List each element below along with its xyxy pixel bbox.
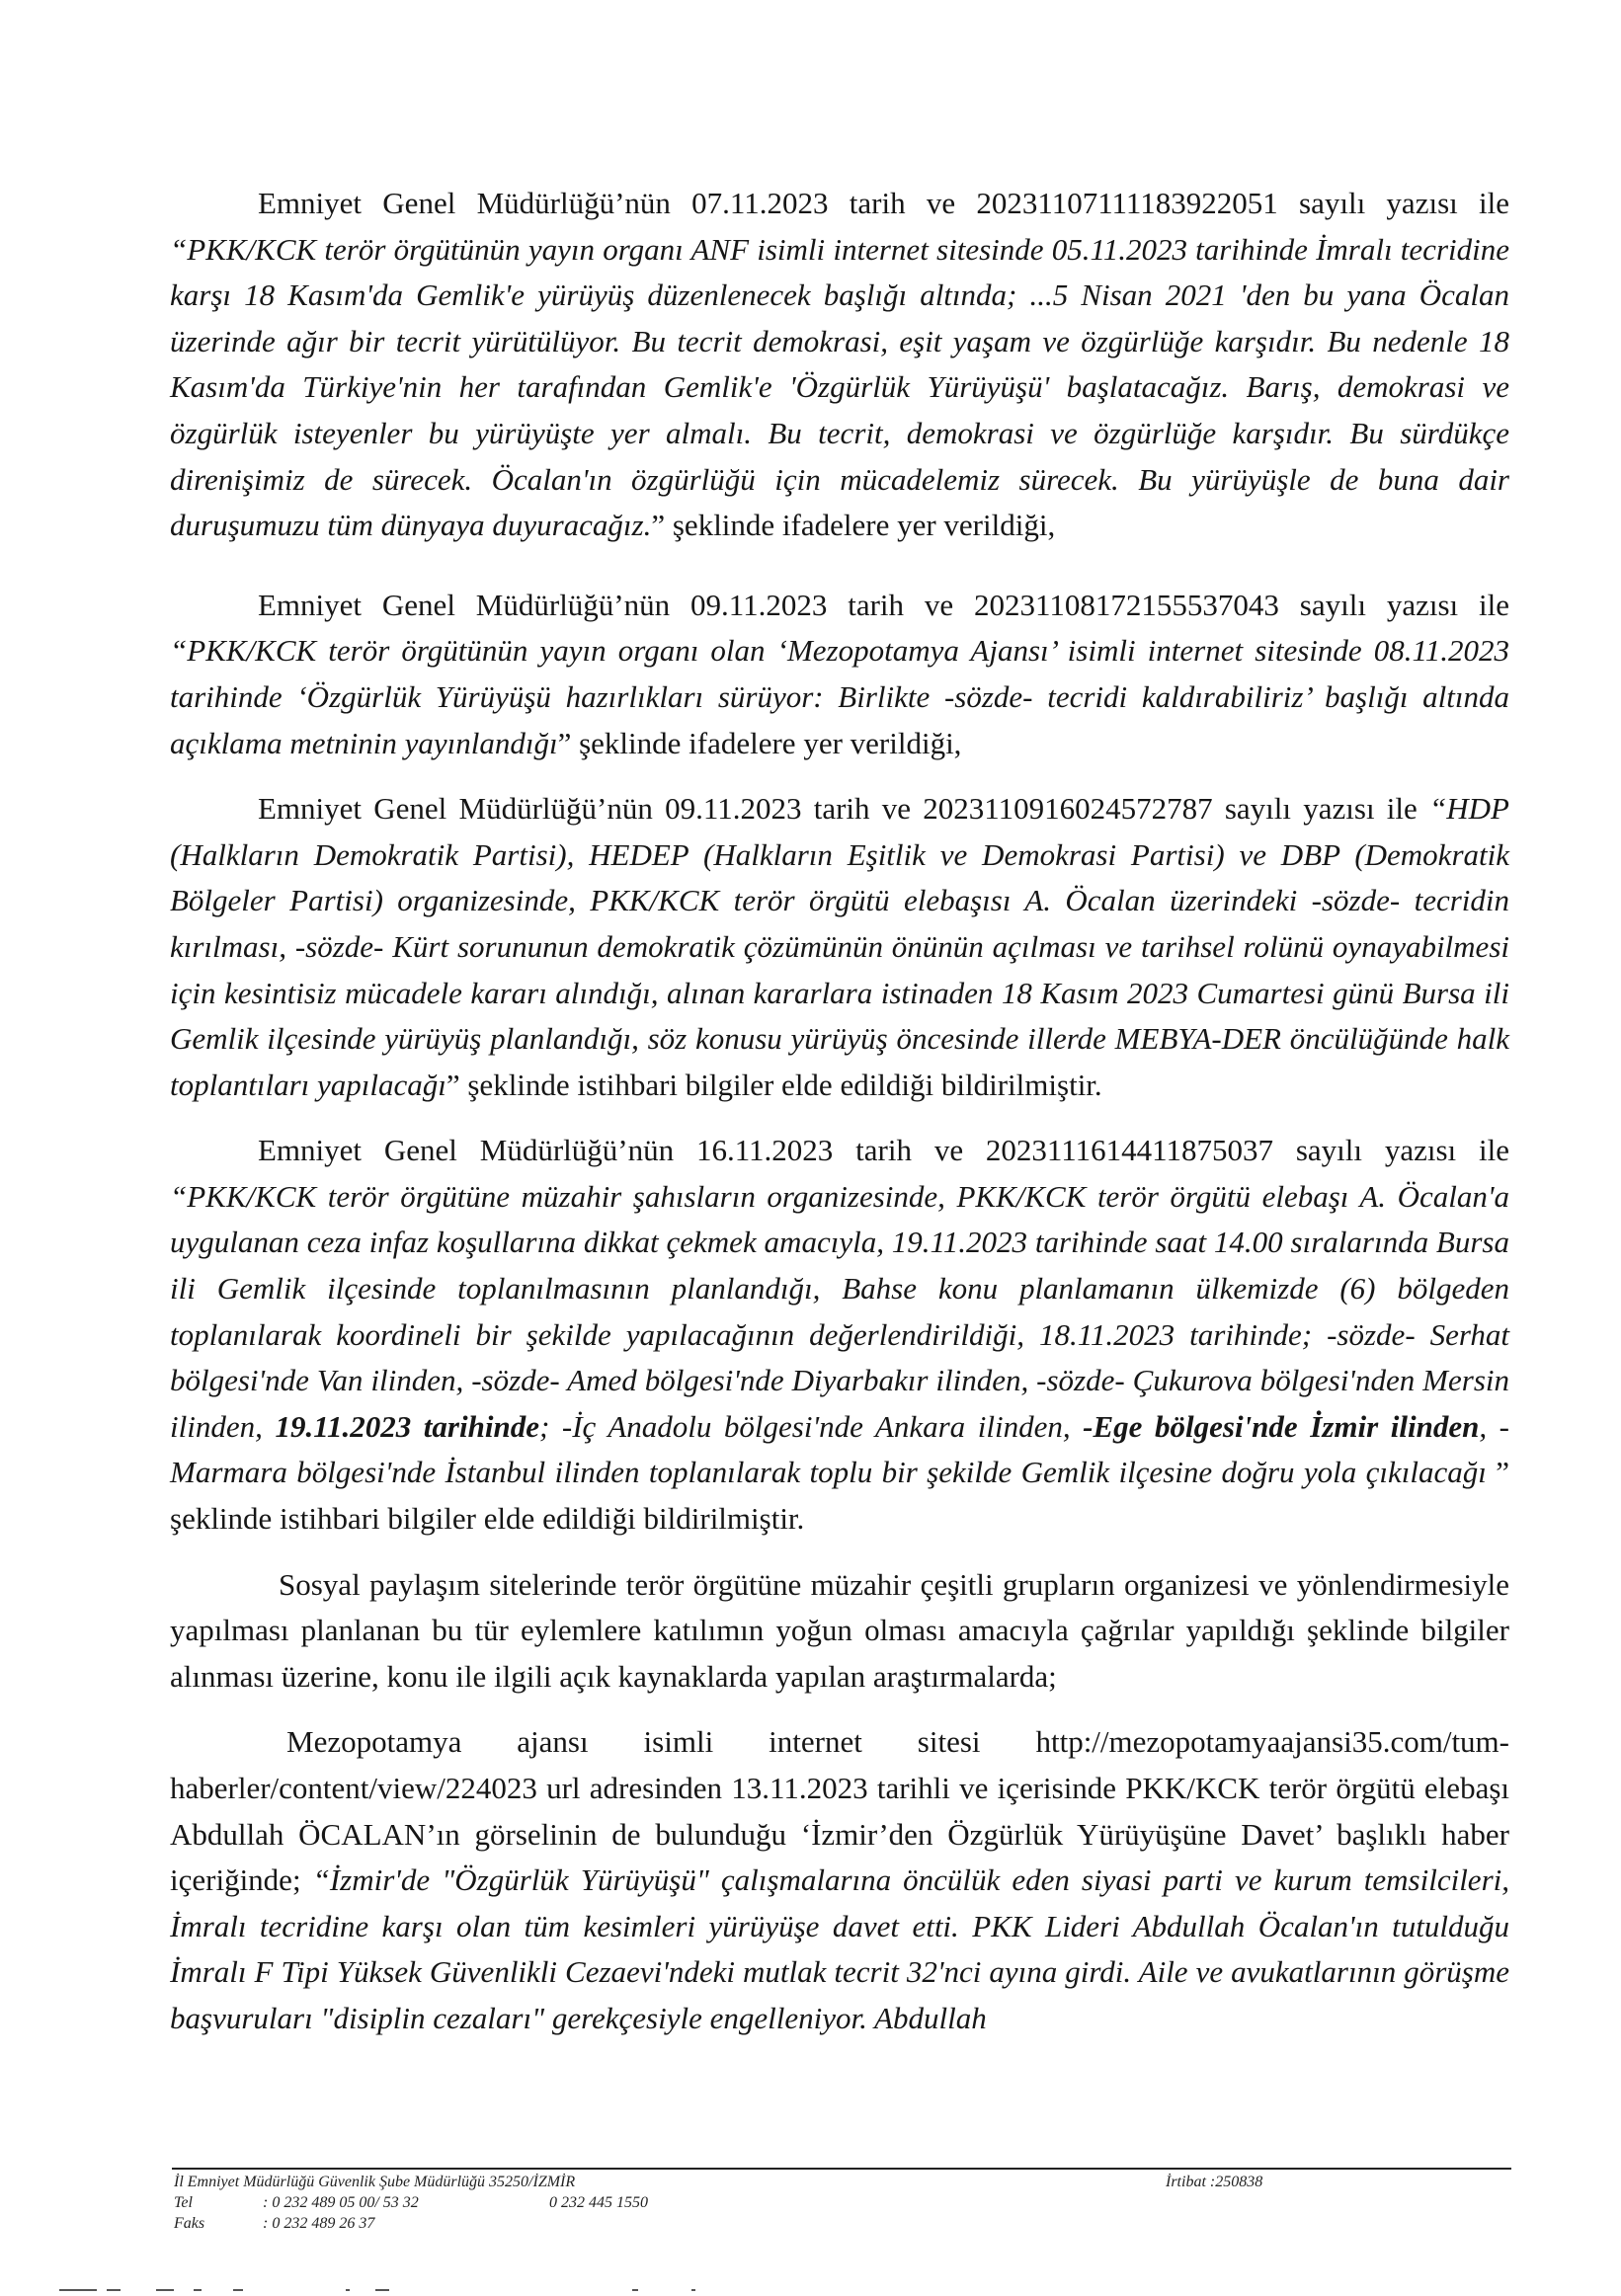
paragraph-1-text: Emniyet Genel Müdürlüğü’nün 07.11.2023 tarih ve 20231107111183922051 sayılı yazısı ile bbox=[258, 186, 1509, 220]
paragraph-2-quote: “PKK/KCK terör örgütünün yayın organı olan ‘Mezopotamya Ajansı’ isimli internet sitesinde 08.11.2023 tarihinde ‘Özgürlük Yürüyüşü hazırlıkları sürüyor: Birlikte -sözde- tecridi kaldırabiliriz’ başlığı altında açıklama metninin yayınlandığı bbox=[170, 633, 1509, 760]
paragraph-3-quote: “HDP (Halkların Demokratik Partisi), HEDEP (Halkların Eşitlik ve Demokrasi Partisi) ve DBP (Demokratik Bölgeler Partisi) organizesinde, PKK/KCK terör örgütü elebaşısı A. Öcalan üzerindeki -sözde- tecridin kırılması, -sözde- Kürt sorununun demokratik çözümünün önünün açılması ve tarihsel rolünü oynayabilmesi için kesintisiz mücadele kararı alındığı, alınan kararlara istinaden 18 Kasım 2023 Cumartesi günü Bursa ili Gemlik ilçesinde yürüyüş planlandığı, söz konusu yürüyüş öncesinde illerde MEBYA-DER öncülüğünde halk toplantıları yapılacağı bbox=[170, 791, 1509, 1102]
paragraph-1-quote: “PKK/KCK terör örgütünün yayın organı ANF isimli internet sitesinde 05.11.2023 tarihinde İmralı tecridine karşı 18 Kasım'da Gemlik'e yürüyüş düzenlenecek başlığı altında; ...5 Nisan 2021 'den bu yana Öcalan üzerinde ağır bir tecrit yürütülüyor. Bu tecrit demokrasi, eşit yaşam ve özgürlüğe karşıdır. Bu nedenle 18 Kasım'da Türkiye'nin her tarafından Gemlik'e 'Özgürlük Yürüyüşü' başlatacağız. Barış, demokrasi ve özgürlük isteyenler bu yürüyüşte yer almalı. Bu tecrit, demokrasi ve özgürlüğe karşıdır. Bu sürdükçe direnişimiz de sürecek. Öcalan'ın özgürlüğü için mücadelemiz sürecek. Bu yürüyüşle de buna dair duruşumuzu tüm dünyaya duyuracağız. bbox=[170, 231, 1509, 543]
paragraph-4-text: Emniyet Genel Müdürlüğü’nün 16.11.2023 tarih ve 20231116144118750​37 sayılı yazısı ile bbox=[258, 1133, 1509, 1168]
paragraph-5 bbox=[170, 1562, 1509, 1701]
footer-tel-value: : 0 232 489 05 00/ 53 32 bbox=[263, 2194, 419, 2211]
footer-extension: İrtibat :250838 bbox=[1166, 2174, 1263, 2190]
paragraph-4-quote-3: , -Marmara bölgesi'nde İstanbul ilinden toplanılarak toplu bir şekilde Gemlik ilçesine doğru yola çıkılacağı bbox=[170, 1408, 1510, 1490]
paragraph-3 bbox=[170, 786, 1509, 1108]
footer-address-row bbox=[174, 2172, 1507, 2192]
footer-address: İl Emniyet Müdürlüğü Güvenlik Şube Müdürlüğü 35250/İZMİR bbox=[174, 2174, 576, 2190]
document-body bbox=[170, 181, 1509, 2042]
paragraph-4 bbox=[170, 1128, 1509, 1542]
footer-fax-label: Faks bbox=[174, 2215, 205, 2232]
paragraph-1 bbox=[170, 181, 1509, 549]
paragraph-6 bbox=[170, 1719, 1509, 2041]
paragraph-4-quote-2: ; -İç Anadolu bölgesi'nde Ankara ilinden, bbox=[538, 1408, 1084, 1444]
paragraph-2 bbox=[170, 583, 1509, 766]
paragraph-2-text: Emniyet Genel Müdürlüğü’nün 09.11.2023 tarih ve 20231108172155537043 sayılı yazısı ile bbox=[258, 587, 1509, 622]
paragraph-4-tail: ” şeklinde istihbari bilgiler elde edildiği bildirilmiştir. bbox=[170, 1455, 1509, 1537]
paragraph-4-quote: “PKK/KCK terör örgütüne müzahir şahısların organizesinde, PKK/KCK terör örgütü elebaşı A. Öcalan'a uygulanan ceza infaz koşullarına dikkat çekmek amacıyla, 19.11.2023 tarihinde saat 14.00 sıralarında Bursa ili Gemlik ilçesinde toplanılmasının planlandığı, Bahse konu planlamanın ülkemizde (6) bölgeden toplanılarak koordineli bir şekilde yapılacağının değerlendirildiği, 18.11.2023 tarihinde; -sözde- Serhat bölgesi'nde Van ilinden, -sözde- Amed bölgesi'nde Diyarbakır ilinden, -sözde- Çukurova bölgesi'nden Mersin ilinden, bbox=[170, 1178, 1509, 1444]
paragraph-2-tail: ” şeklinde ifadelere yer verildiği, bbox=[557, 725, 962, 760]
footer-divider bbox=[172, 2168, 1511, 2170]
footer-tel-row bbox=[174, 2192, 1507, 2213]
scan-edge-artifacts bbox=[0, 2271, 1621, 2296]
footer-fax-row bbox=[174, 2213, 1507, 2234]
paragraph-4-bold-date: 19.11.2023 tarihinde bbox=[275, 1408, 539, 1444]
paragraph-1-tail: ” şeklinde ifadelere yer verildiği, bbox=[651, 508, 1056, 543]
paragraph-3-tail: ” şeklinde istihbari bilgiler elde edildiği bildirilmiştir. bbox=[446, 1067, 1102, 1102]
footer-tel-value-2: 0 232 445 1550 bbox=[549, 2194, 648, 2211]
paragraph-6-quote: “İzmir'de "Özgürlük Yürüyüşü" çalışmalarına öncülük eden siyasi parti ve kurum temsilcileri, İmralı tecridine karşı olan tüm kesimleri yürüyüşe davet etti. PKK Lideri Abdullah Öcalan'ın tutulduğu İmralı F Tipi Yüksek Güvenlikli Cezaevi'ndeki mutlak tecrit 32'nci ayına girdi. Aile ve avukatlarının görüşme başvuruları "disiplin cezaları" gerekçesiyle engelleniyor. Abdullah bbox=[170, 1862, 1509, 2035]
paragraph-3-text: Emniyet Genel Müdürlüğü’nün 09.11.2023 tarih ve 20231109160245727​87 sayılı yazısı ile bbox=[258, 791, 1430, 827]
paragraph-6-text: Mezopotamya ajansı isimli internet sitesi http://mezopotamyaajansi35.com/tum-haberler/content/view/224023 url adresinden 13.11.2023 tarihli ve içerisinde PKK/KCK terör örgütü elebaşı Abdullah ÖCALAN’ın görselinin de bulunduğu ‘İzmir’den Özgürlük Yürüyüşüne Davet’ başlıklı haber içeriğinde; bbox=[170, 1724, 1509, 1898]
paragraph-5-text: Sosyal paylaşım sitelerinde terör örgütüne müzahir çeşitli grupların organizesi ve yönlendirmesiyle yapılması planlanan bu tür eylemlere katılımın yoğun olması amacıyla çağrılar yapıldığı şeklinde bilgiler alınması üzerine, konu ile ilgili açık kaynaklarda yapılan araştırmalarda; bbox=[170, 1566, 1509, 1694]
footer-tel-label: Tel bbox=[174, 2194, 193, 2211]
paragraph-4-bold-izmir: -Ege bölgesi'nde İzmir ilinden bbox=[1083, 1408, 1480, 1444]
page-footer bbox=[174, 2172, 1507, 2234]
footer-fax-value: : 0 232 489 26 37 bbox=[263, 2215, 375, 2232]
